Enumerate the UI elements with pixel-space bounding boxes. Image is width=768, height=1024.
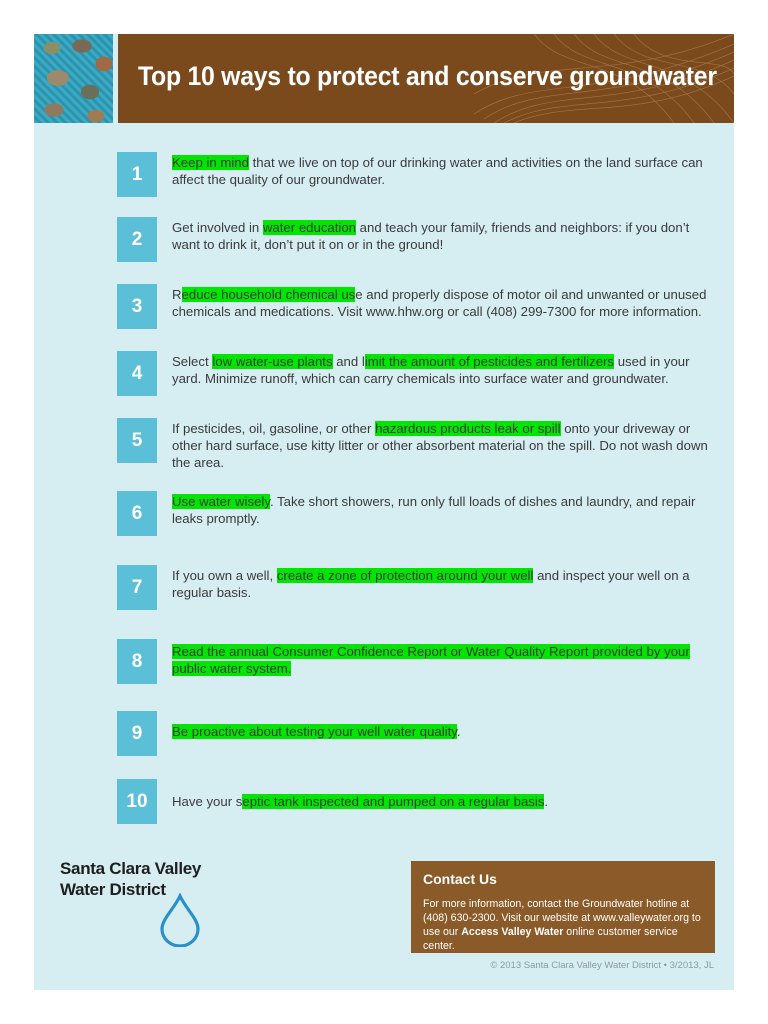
contact-box	[411, 861, 715, 953]
tip-text-segment: . Take short showers, run only full loads of dishes and laundry, and repair leaks promptly.	[172, 494, 696, 526]
tip-text	[172, 353, 712, 387]
tip-text	[172, 643, 712, 677]
highlighted-phrase: Be proactive about testing your well water quality	[172, 724, 457, 739]
water-drop-icon	[158, 893, 202, 947]
tip-text-segment: If pesticides, oil, gasoline, or other	[172, 421, 376, 436]
highlighted-phrase: water education	[262, 220, 357, 235]
tip-text-segment: Get involved in	[172, 220, 263, 235]
tip-number-badge: 7	[117, 565, 157, 610]
contact-title: Contact Us	[423, 871, 497, 887]
tip-number-badge: 8	[117, 639, 157, 684]
tip-number-badge: 3	[117, 284, 157, 329]
tip-text-segment: that we live on top of our drinking water and activities on the land surface can affect the quality of our groundwater.	[172, 155, 703, 187]
logo-line-2: Water District	[60, 880, 166, 899]
rocks-photo	[34, 34, 113, 123]
tip-text	[172, 793, 712, 810]
tip-text-segment: and inspect your well on a regular basis.	[172, 568, 690, 600]
contact-service-name: Access Valley Water	[461, 926, 564, 938]
highlighted-phrase: Read the annual Consumer Confidence Report or Water Quality Report provided by your public water system.	[172, 644, 690, 676]
header-banner	[118, 34, 734, 123]
tip-text	[172, 219, 712, 253]
tip-text	[172, 154, 712, 188]
tip-text	[172, 723, 712, 740]
tip-text-segment: e and properly dispose of motor oil and unwanted or unused chemicals and medications. Visit www.hhw.org or call (408) 299-7300 for more information.	[172, 287, 707, 319]
tip-number-badge: 2	[117, 217, 157, 262]
tip-number-badge: 5	[117, 418, 157, 463]
tip-text-segment: onto your driveway or other hard surface, use kitty litter or other absorbent material on the spill. Do not wash down the area.	[172, 421, 708, 470]
highlighted-phrase: Keep in mind	[172, 155, 249, 170]
tip-text-segment: Select	[172, 354, 213, 369]
highlighted-phrase: low water-use plants	[212, 354, 333, 369]
highlighted-phrase: create a zone of protection around your well	[276, 568, 534, 583]
highlighted-phrase: hazardous products leak or spill	[375, 421, 561, 436]
tip-text-segment: .	[456, 724, 461, 739]
tip-text	[172, 567, 712, 601]
tip-text-segment: used in your yard. Minimize runoff, which can carry chemicals into surface water and groundwater.	[172, 354, 690, 386]
contact-body	[423, 897, 709, 953]
tip-text-segment: If you own a well,	[172, 568, 277, 583]
tip-number-badge: 10	[117, 779, 157, 824]
page-title: Top 10 ways to protect and conserve groundwater	[138, 61, 717, 91]
highlighted-phrase: imit the amount of pesticides and fertilizers	[364, 354, 615, 369]
tip-text-segment: and teach your family, friends and neighbors: if you don’t want to drink it, don’t put it on or in the ground!	[172, 220, 690, 252]
tip-text	[172, 493, 712, 527]
tip-text-segment: and l	[332, 354, 365, 369]
highlighted-phrase: eptic tank inspected and pumped on a regular basis	[242, 794, 545, 809]
contact-body-end: online customer service center.	[423, 926, 678, 952]
tip-text-segment: Have your s	[172, 794, 243, 809]
tip-text-segment: .	[544, 794, 549, 809]
tip-text-segment: R	[172, 287, 182, 302]
contact-body-text: For more information, contact the Groundwater hotline at (408) 630-2300. Visit our website at www.valleywater.org to use our	[423, 898, 701, 938]
tip-text	[172, 420, 712, 471]
tip-number-badge: 9	[117, 711, 157, 756]
tip-number-badge: 6	[117, 491, 157, 536]
highlighted-phrase: educe household chemical us	[181, 287, 356, 302]
copyright-text: © 2013 Santa Clara Valley Water District • 3/2013, JL	[490, 960, 714, 971]
highlighted-phrase: Use water wisely	[172, 494, 270, 509]
logo-line-1: Santa Clara Valley	[60, 859, 202, 878]
tip-number-badge: 1	[117, 152, 157, 197]
tip-number-badge: 4	[117, 351, 157, 396]
tip-text	[172, 286, 712, 320]
